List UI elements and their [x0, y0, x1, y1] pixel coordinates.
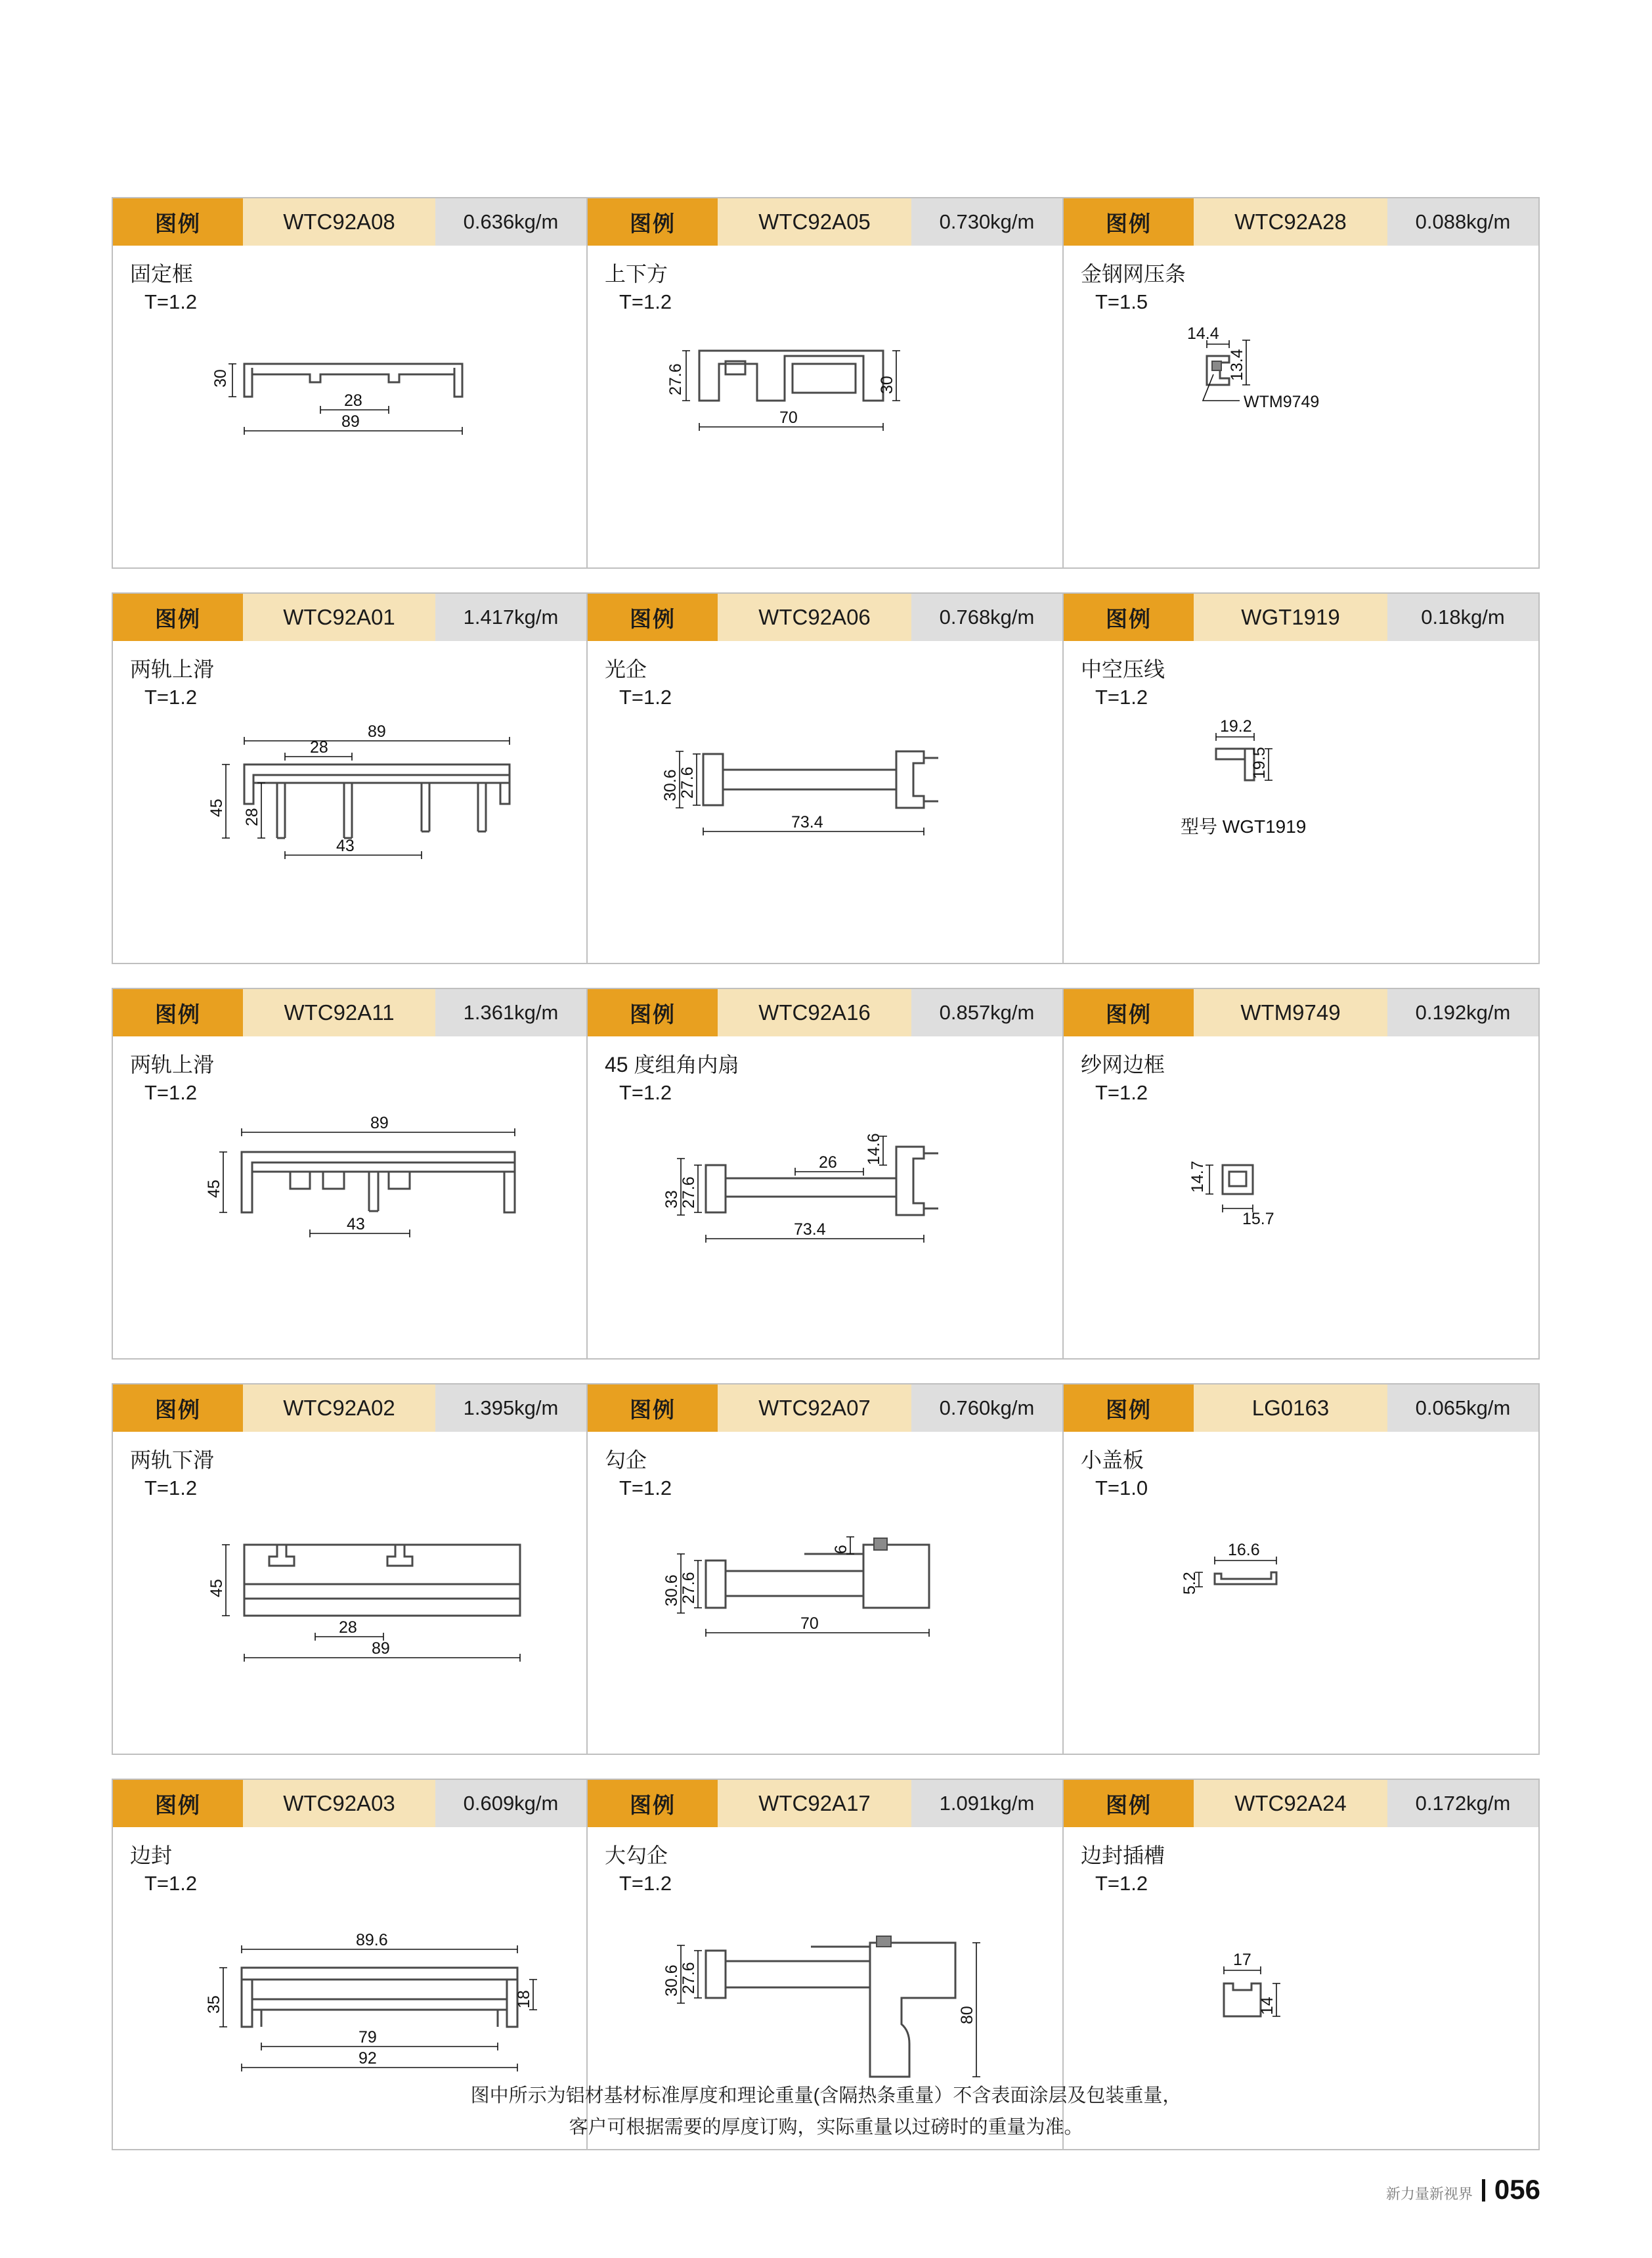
profile-code: WTC92A16 — [718, 989, 911, 1036]
profile-cell-wtc92a08 — [112, 197, 588, 569]
dim-value: 18 — [515, 1990, 533, 2008]
cell-header — [113, 198, 586, 246]
dim-value: 33 — [663, 1190, 681, 1208]
legend-label: 图例 — [1064, 1780, 1194, 1827]
legend-label: 图例 — [113, 594, 243, 641]
profile-weight: 0.192kg/m — [1387, 989, 1538, 1036]
profile-code: WTC92A28 — [1194, 198, 1387, 246]
dim-value: 17 — [1233, 1951, 1251, 1969]
profile-weight: 0.609kg/m — [435, 1780, 586, 1827]
profile-thickness: T=1.2 — [619, 1476, 672, 1499]
footer-divider — [1482, 2179, 1485, 2202]
profile-row — [112, 1383, 1540, 1755]
cell-header — [1064, 198, 1538, 246]
dim-value: 79 — [359, 2028, 377, 2047]
dim-value: 35 — [205, 1995, 223, 2014]
profile-code: WTC92A07 — [718, 1384, 911, 1432]
profile-cell-wtc92a16 — [588, 988, 1064, 1360]
legend-label: 图例 — [588, 594, 718, 641]
dim-value: 45 — [207, 799, 226, 817]
cell-header — [1064, 594, 1538, 641]
cell-body — [113, 246, 586, 567]
profile-name: 两轨上滑 — [130, 1053, 215, 1076]
profile-thickness: T=1.5 — [1095, 290, 1148, 313]
profile-thickness: T=1.2 — [1095, 1871, 1148, 1895]
profile-name: 小盖板 — [1081, 1448, 1144, 1472]
dim-value: 14.6 — [865, 1133, 883, 1165]
cell-body — [113, 1432, 586, 1754]
dim-value: 14.7 — [1188, 1161, 1207, 1193]
legend-label: 图例 — [113, 1384, 243, 1432]
profile-name: 45 度组角内扇 — [605, 1053, 739, 1076]
dim-value: 28 — [243, 808, 261, 826]
profile-row — [112, 988, 1540, 1360]
dim-value: 43 — [347, 1215, 365, 1233]
profile-name: 大勾企 — [605, 1844, 668, 1867]
page-number: 056 — [1494, 2174, 1540, 2205]
cell-header — [1064, 1384, 1538, 1432]
profile-drawing — [588, 1036, 1062, 1358]
profile-cell-wtm9749 — [1064, 988, 1540, 1360]
profile-cell-wtc92a05 — [588, 197, 1064, 569]
profile-name: 中空压线 — [1081, 657, 1165, 681]
dim-value: 89 — [341, 412, 360, 431]
profile-code: WTC92A01 — [243, 594, 435, 641]
cell-header — [588, 1780, 1062, 1827]
footer-note — [0, 2081, 1652, 2144]
note-line-1: 图中所示为铝材基材标准厚度和理论重量(含隔热条重量）不含表面涂层及包装重量， — [470, 2085, 1182, 2106]
profile-drawing — [1064, 1432, 1538, 1754]
profile-drawing — [113, 641, 586, 963]
legend-label: 图例 — [588, 989, 718, 1036]
profile-thickness: T=1.0 — [1095, 1476, 1148, 1499]
dim-value: 19.2 — [1220, 717, 1252, 736]
profile-name: 金钢网压条 — [1081, 262, 1186, 286]
profile-name: 勾企 — [605, 1448, 647, 1472]
dim-value: 92 — [359, 2049, 377, 2068]
callout-label: 型号 WGT1919 — [1181, 816, 1307, 837]
profile-weight: 1.361kg/m — [435, 989, 586, 1036]
cell-body — [588, 1036, 1062, 1358]
profile-code: WTC92A03 — [243, 1780, 435, 1827]
profile-thickness: T=1.2 — [619, 1080, 672, 1104]
profile-thickness: T=1.2 — [144, 1871, 198, 1895]
profile-weight: 0.730kg/m — [911, 198, 1062, 246]
page-footer — [1386, 2174, 1540, 2205]
cell-body — [588, 1432, 1062, 1754]
profile-name: 纱网边框 — [1081, 1053, 1165, 1076]
profile-weight: 0.18kg/m — [1387, 594, 1538, 641]
profile-drawing — [113, 1432, 586, 1754]
legend-label: 图例 — [113, 198, 243, 246]
legend-label: 图例 — [1064, 1384, 1194, 1432]
profile-weight: 0.088kg/m — [1387, 198, 1538, 246]
cell-body — [1064, 246, 1538, 567]
cell-body — [588, 641, 1062, 963]
cell-header — [588, 594, 1062, 641]
dim-value: 5.2 — [1181, 1572, 1199, 1595]
profile-name: 两轨下滑 — [130, 1448, 215, 1472]
profile-row — [112, 197, 1540, 569]
cell-body — [1064, 1036, 1538, 1358]
profile-weight: 0.857kg/m — [911, 989, 1062, 1036]
profile-thickness: T=1.2 — [619, 1871, 672, 1895]
cell-body — [1064, 641, 1538, 963]
cell-header — [113, 594, 586, 641]
profile-thickness: T=1.2 — [144, 1476, 198, 1499]
dim-value: 19.5 — [1250, 747, 1269, 779]
profile-drawing — [588, 641, 1062, 963]
legend-label: 图例 — [113, 989, 243, 1036]
profile-drawing — [113, 246, 586, 567]
dim-value: 43 — [336, 837, 355, 855]
dim-value: 89 — [368, 722, 386, 741]
dim-value: 70 — [779, 409, 798, 427]
dim-value: 30 — [211, 369, 230, 387]
dim-value: 28 — [339, 1618, 357, 1637]
profile-name: 边封插槽 — [1081, 1844, 1165, 1867]
legend-label: 图例 — [588, 1384, 718, 1432]
profile-name: 边封 — [130, 1844, 173, 1867]
profile-thickness: T=1.2 — [144, 290, 198, 313]
cell-header — [113, 989, 586, 1036]
dim-value: 15.7 — [1242, 1210, 1274, 1228]
profile-code: WTC92A05 — [718, 198, 911, 246]
dim-value: 89 — [370, 1114, 389, 1132]
legend-label: 图例 — [1064, 989, 1194, 1036]
profile-code: WTC92A11 — [243, 989, 435, 1036]
legend-label: 图例 — [1064, 594, 1194, 641]
profile-cell-wtc92a28 — [1064, 197, 1540, 569]
dim-value: 26 — [819, 1153, 837, 1172]
dim-value: 89 — [372, 1639, 390, 1658]
profile-weight: 0.065kg/m — [1387, 1384, 1538, 1432]
profile-drawing — [113, 1036, 586, 1358]
profile-thickness: T=1.2 — [619, 290, 672, 313]
profile-weight: 0.760kg/m — [911, 1384, 1062, 1432]
dim-value: 73.4 — [791, 813, 823, 831]
dim-value: 13.4 — [1228, 349, 1246, 381]
profile-code: LG0163 — [1194, 1384, 1387, 1432]
profile-drawing — [588, 1432, 1062, 1754]
profile-thickness: T=1.2 — [1095, 1080, 1148, 1104]
profile-name: 两轨上滑 — [130, 657, 215, 681]
profile-grid — [112, 197, 1540, 2174]
dim-value: 30.6 — [661, 769, 680, 801]
profile-cell-lg0163 — [1064, 1383, 1540, 1755]
cell-body — [1064, 1432, 1538, 1754]
profile-name: 固定框 — [130, 262, 194, 286]
profile-code: WTC92A08 — [243, 198, 435, 246]
profile-drawing — [1064, 1036, 1538, 1358]
profile-drawing — [1064, 641, 1538, 963]
legend-label: 图例 — [588, 198, 718, 246]
profile-name: 上下方 — [605, 262, 668, 286]
profile-code: WTC92A17 — [718, 1780, 911, 1827]
dim-value: 45 — [205, 1180, 223, 1198]
profile-name: 光企 — [605, 657, 647, 681]
legend-label: 图例 — [1064, 198, 1194, 246]
profile-code: WTC92A24 — [1194, 1780, 1387, 1827]
cell-body — [113, 1036, 586, 1358]
dim-value: 80 — [958, 2006, 976, 2024]
callout-label: WTM9749 — [1244, 393, 1320, 411]
profile-code: WTC92A02 — [243, 1384, 435, 1432]
profile-cell-wtc92a07 — [588, 1383, 1064, 1755]
cell-header — [1064, 1780, 1538, 1827]
profile-drawing — [588, 246, 1062, 567]
profile-thickness: T=1.2 — [619, 685, 672, 709]
cell-body — [588, 246, 1062, 567]
dim-value: 30 — [878, 376, 896, 394]
dim-value: 89.6 — [356, 1931, 388, 1949]
profile-weight: 0.172kg/m — [1387, 1780, 1538, 1827]
profile-weight: 1.091kg/m — [911, 1780, 1062, 1827]
dim-value: 45 — [207, 1579, 226, 1597]
profile-code: WTM9749 — [1194, 989, 1387, 1036]
profile-weight: 0.768kg/m — [911, 594, 1062, 641]
cell-header — [113, 1384, 586, 1432]
profile-cell-wtc92a02 — [112, 1383, 588, 1755]
profile-thickness: T=1.2 — [144, 1080, 198, 1104]
cell-header — [113, 1780, 586, 1827]
dim-value: 6 — [832, 1545, 850, 1554]
profile-cell-wgt1919 — [1064, 592, 1540, 964]
cell-body — [113, 641, 586, 963]
dim-value: 14 — [1258, 1997, 1276, 2015]
dim-value: 27.6 — [680, 1962, 698, 1994]
profile-weight: 0.636kg/m — [435, 198, 586, 246]
profile-cell-wtc92a01 — [112, 592, 588, 964]
dim-value: 28 — [310, 738, 328, 757]
dim-value: 30.6 — [663, 1574, 681, 1606]
cell-header — [588, 1384, 1062, 1432]
dim-value: 27.6 — [680, 1572, 698, 1604]
dim-value: 27.6 — [666, 363, 685, 395]
note-line-2: 客户可根据需要的厚度订购，实际重量以过磅时的重量为准。 — [569, 2116, 1083, 2138]
cell-header — [588, 198, 1062, 246]
profile-row — [112, 592, 1540, 964]
dim-value: 16.6 — [1228, 1541, 1260, 1559]
cell-header — [1064, 989, 1538, 1036]
dim-value: 73.4 — [794, 1220, 826, 1239]
dim-value: 27.6 — [680, 1176, 698, 1208]
profile-cell-wtc92a06 — [588, 592, 1064, 964]
legend-label: 图例 — [588, 1780, 718, 1827]
profile-weight: 1.417kg/m — [435, 594, 586, 641]
cell-header — [588, 989, 1062, 1036]
dim-value: 70 — [800, 1614, 819, 1633]
profile-thickness: T=1.2 — [1095, 685, 1148, 709]
profile-code: WGT1919 — [1194, 594, 1387, 641]
profile-cell-wtc92a11 — [112, 988, 588, 1360]
dim-value: 14.4 — [1187, 324, 1219, 343]
legend-label: 图例 — [113, 1780, 243, 1827]
profile-drawing — [1064, 246, 1538, 567]
profile-thickness: T=1.2 — [144, 685, 198, 709]
dim-value: 28 — [344, 391, 362, 410]
brand-text: 新力量新视界 — [1385, 2186, 1473, 2202]
dim-value: 30.6 — [663, 1964, 681, 1997]
profile-code: WTC92A06 — [718, 594, 911, 641]
dim-value: 27.6 — [678, 766, 697, 799]
profile-weight: 1.395kg/m — [435, 1384, 586, 1432]
